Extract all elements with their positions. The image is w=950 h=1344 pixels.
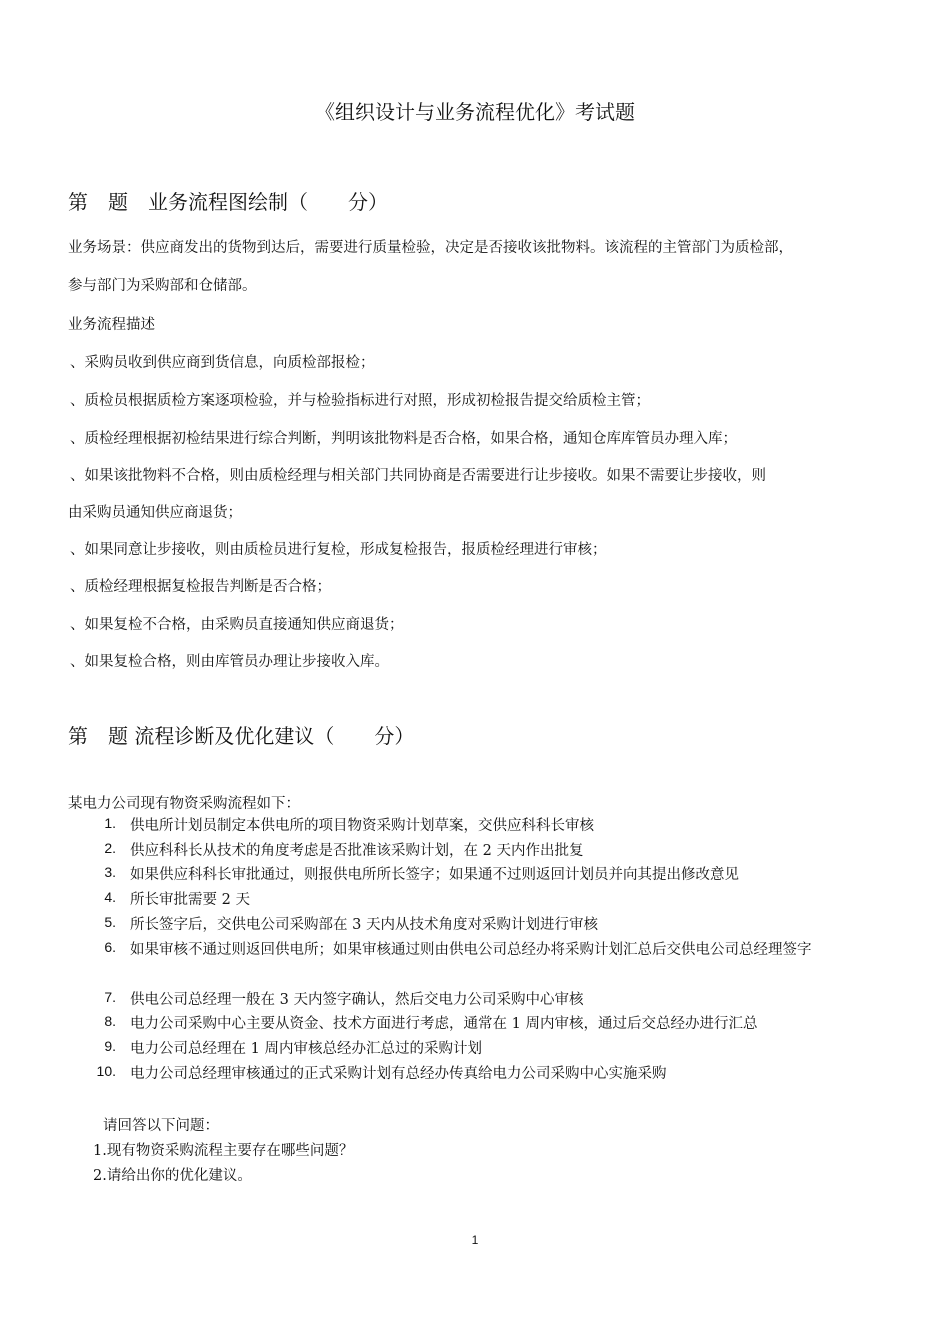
q2-question: 1.现有物资采购流程主要存在哪些问题？ <box>93 1143 354 1159</box>
q1-item: 、质检员根据质检方案逐项检验，并与检验指标进行对照，形成初检报告提交给质检主管； <box>70 393 650 409</box>
q2-intro: 某电力公司现有物资采购流程如下： <box>68 796 300 812</box>
step-number: 10. <box>96 1063 116 1079</box>
step-text: 电力公司采购中心主要从资金、技术方面进行考虑，通常在 1 周内审核，通过后交总经办进行汇总 <box>130 1016 758 1032</box>
step-number: 1. <box>104 815 116 831</box>
q1-heading: 第 题 业务流程图绘制（ 分） <box>68 190 388 214</box>
q1-scenario-line-2: 参与部门为采购部和仓储部。 <box>68 278 257 294</box>
step-number: 7. <box>104 989 116 1005</box>
q1-item: 、如果复检合格，则由库管员办理让步接收入库。 <box>70 654 389 670</box>
step-number: 4. <box>104 889 116 905</box>
q1-item: 、质检经理根据复检报告判断是否合格； <box>70 579 331 595</box>
document-title: 《组织设计与业务流程优化》考试题 <box>315 100 635 124</box>
q2-step <box>86 914 890 936</box>
step-text: 供电公司总经理一般在 3 天内签字确认，然后交电力公司采购中心审核 <box>130 992 584 1008</box>
q2-step <box>86 1038 890 1060</box>
q2-ask: 请回答以下问题： <box>103 1118 219 1134</box>
q2-step <box>86 840 890 862</box>
q2-step <box>86 1013 890 1035</box>
q1-item: 、质检经理根据初检结果进行综合判断，判明该批物料是否合格，如果合格，通知仓库库管员办理入库； <box>70 431 737 447</box>
q2-step <box>86 939 890 961</box>
step-text: 如果审核不通过则返回供电所；如果审核通过则由供电公司总经办将采购计划汇总后交供电公司总经理签字 <box>130 942 812 958</box>
q2-step <box>86 815 890 837</box>
step-number: 8. <box>104 1013 116 1029</box>
q1-item: 、采购员收到供应商到货信息，向质检部报检； <box>70 355 375 371</box>
step-number: 3. <box>104 864 116 880</box>
step-text: 如果供应科科长审批通过，则报供电所所长签字；如果通不过则返回计划员并向其提出修改意见 <box>130 867 739 883</box>
q1-item: 、如果同意让步接收，则由质检员进行复检，形成复检报告，报质检经理进行审核； <box>70 542 607 558</box>
step-number: 5. <box>104 914 116 930</box>
step-text: 供应科科长从技术的角度考虑是否批准该采购计划，在 2 天内作出批复 <box>130 843 584 859</box>
q1-scenario-line-1: 业务场景：供应商发出的货物到达后，需要进行质量检验，决定是否接收该批物料。该流程的主管部门为质检部， <box>68 240 793 256</box>
q2-step <box>86 889 890 911</box>
step-number: 9. <box>104 1038 116 1054</box>
step-number: 2. <box>104 840 116 856</box>
step-text: 供电所计划员制定本供电所的项目物资采购计划草案，交供应科科长审核 <box>130 818 594 834</box>
step-text: 电力公司总经理在 1 周内审核总经办汇总过的采购计划 <box>130 1041 482 1057</box>
q1-description-label: 业务流程描述 <box>68 317 155 333</box>
q1-item-continued: 由采购员通知供应商退货； <box>68 505 242 521</box>
page-number: 1 <box>471 1233 479 1247</box>
step-text: 所长签字后，交供电公司采购部在 3 天内从技术角度对采购计划进行审核 <box>130 917 598 933</box>
q1-item: 、如果该批物料不合格，则由质检经理与相关部门共同协商是否需要进行让步接收。如果不需要让步接收，则 <box>70 468 766 484</box>
q2-step <box>86 864 890 886</box>
q2-step <box>86 989 890 1011</box>
q2-heading: 第 题 流程诊断及优化建议（ 分） <box>68 724 415 748</box>
step-number: 6. <box>104 939 116 955</box>
step-text: 所长审批需要 2 天 <box>130 892 250 908</box>
q2-step <box>86 1063 890 1085</box>
q1-item: 、如果复检不合格，由采购员直接通知供应商退货； <box>70 617 404 633</box>
q2-question: 2.请给出你的优化建议。 <box>93 1168 252 1184</box>
step-text: 电力公司总经理审核通过的正式采购计划有总经办传真给电力公司采购中心实施采购 <box>130 1066 667 1082</box>
